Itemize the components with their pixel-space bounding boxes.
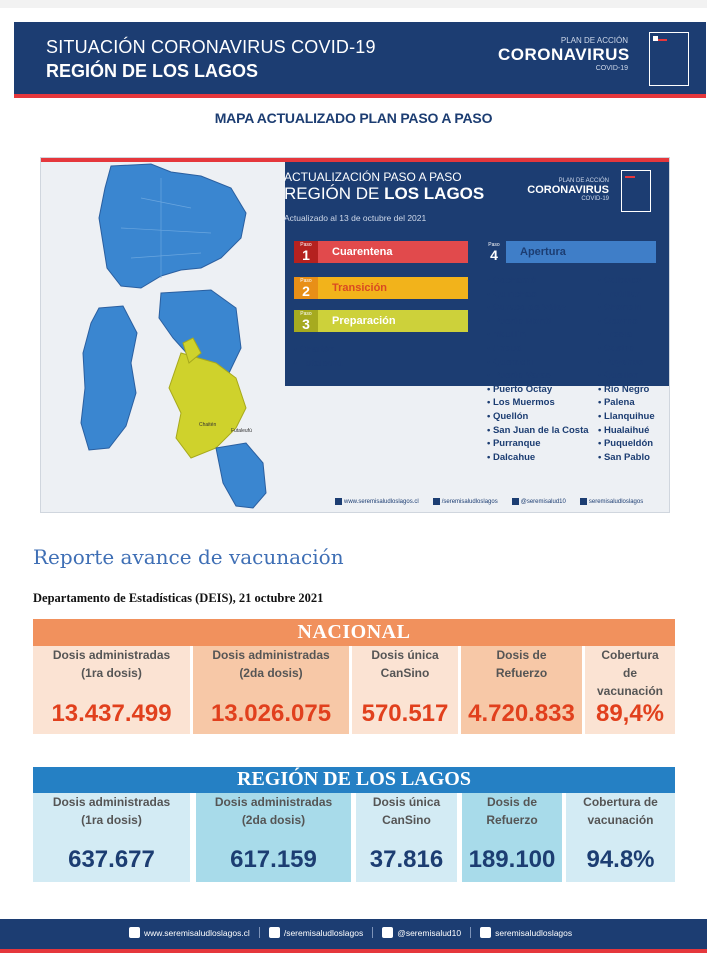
list-item: • Puyehue bbox=[598, 356, 655, 370]
header-red-bar bbox=[14, 94, 706, 98]
map-south-blue bbox=[216, 443, 266, 508]
nacional-cell-1ra-dosis: Dosis administradas (1ra dosis) 13.437.499 bbox=[33, 646, 190, 734]
list-item: • Dalcahue bbox=[487, 451, 589, 465]
brand-big: CORONAVIRUS bbox=[498, 45, 630, 64]
header-region: REGIÓN DE LOS LAGOS bbox=[46, 61, 259, 81]
twitter-icon bbox=[382, 927, 393, 938]
map-chiloe bbox=[81, 306, 137, 450]
list-item: • Fresia bbox=[598, 328, 655, 342]
list-item: • Queilen bbox=[598, 369, 655, 383]
region-band bbox=[33, 767, 675, 793]
nacional-value-cobertura: 89,4% bbox=[595, 700, 665, 727]
region-cell-1ra-dosis: Dosis administradas (1ra dosis) 637.677 bbox=[33, 793, 190, 882]
list-item: • Maullín bbox=[487, 328, 589, 342]
map-card-gov-logo bbox=[621, 170, 651, 212]
coronavirus-brand-logo bbox=[498, 36, 628, 72]
twitter-icon bbox=[512, 498, 519, 505]
region-map bbox=[41, 158, 286, 513]
instagram-icon bbox=[580, 498, 587, 505]
facebook-icon bbox=[269, 927, 280, 938]
list-item: • Castro bbox=[598, 342, 655, 356]
phase-transicion: Paso 2 Transición bbox=[294, 277, 468, 299]
nacional-cell-2da-dosis: Dosis administradas (2da dosis) 13.026.075 bbox=[193, 646, 349, 734]
list-item: • San Pablo bbox=[598, 451, 655, 465]
map-card-title2: REGIÓN DE LOS LAGOS bbox=[284, 184, 485, 203]
list-item: • Puqueldón bbox=[598, 437, 655, 451]
list-item: • Puerto Octay bbox=[487, 383, 589, 397]
region-label: REGIÓN DE LOS LAGOS bbox=[237, 768, 471, 790]
list-item: • Futaleufú bbox=[294, 357, 343, 371]
region-cell-cansino: Dosis única CanSino 37.816 bbox=[356, 793, 457, 882]
map-section-title: MAPA ACTUALIZADO PLAN PASO A PASO bbox=[214, 110, 493, 126]
header-title: SITUACIÓN CORONAVIRUS COVID-19 bbox=[46, 37, 376, 57]
list-item: • Río Negro bbox=[598, 383, 655, 397]
list-item: • Calbuco bbox=[598, 274, 655, 288]
government-logo bbox=[649, 32, 689, 86]
page-footer bbox=[0, 919, 707, 949]
list-item: • Quellón bbox=[487, 410, 589, 424]
vaccination-source: Departamento de Estadísticas (DEIS), 21 octubre 2021 bbox=[33, 591, 324, 605]
region-value-cansino: 37.816 bbox=[369, 846, 444, 873]
map-card-title1: ACTUALIZACIÓN PASO A PASO bbox=[284, 170, 462, 184]
web-icon bbox=[335, 498, 342, 505]
list-item: • Palena bbox=[598, 396, 655, 410]
map-north-blue bbox=[99, 164, 246, 288]
region-value-1ra-dosis: 637.677 bbox=[68, 846, 155, 873]
phase-apertura: Paso 4 Apertura bbox=[482, 241, 656, 263]
list-item: • Quinchao bbox=[487, 288, 589, 302]
footer-facebook[interactable]: /seremisaludloslagos bbox=[260, 927, 373, 938]
nacional-label: NACIONAL bbox=[297, 621, 411, 643]
list-item: • Chonchi bbox=[598, 301, 655, 315]
nacional-value-1ra-dosis: 13.437.499 bbox=[51, 700, 172, 727]
facebook-icon bbox=[433, 498, 440, 505]
map-card-updated: Actualizado al 13 de octubre del 2021 bbox=[284, 213, 427, 223]
phase-preparacion: Paso 3 Preparación bbox=[294, 310, 468, 332]
list-item: • Purranque bbox=[487, 437, 589, 451]
list-item: • Quemchi bbox=[487, 356, 589, 370]
list-item: • Llanquihue bbox=[598, 410, 655, 424]
list-item: • Osorno bbox=[598, 315, 655, 329]
phase-cuarentena: Paso 1 Cuarentena bbox=[294, 241, 468, 263]
list-item: • Frutillar bbox=[598, 288, 655, 302]
region-cell-2da-dosis: Dosis administradas (2da dosis) 617.159 bbox=[196, 793, 351, 882]
list-item: • Chaitén bbox=[294, 343, 343, 357]
list-item: • Hualaihué bbox=[598, 424, 655, 438]
map-label-chaiten: Chaitén bbox=[199, 422, 217, 428]
apertura-list-col1 bbox=[487, 274, 589, 464]
page-header bbox=[14, 22, 706, 98]
footer-instagram[interactable]: seremisaludloslagos bbox=[471, 927, 581, 938]
nacional-value-refuerzo: 4.720.833 bbox=[468, 700, 575, 727]
list-item: • Los Muermos bbox=[487, 396, 589, 410]
region-cell-cobertura: Cobertura de vacunación 94.8% bbox=[566, 793, 675, 882]
brand-sub: COVID-19 bbox=[595, 65, 628, 72]
region-value-cobertura: 94.8% bbox=[586, 846, 655, 873]
footer-twitter[interactable]: @seremisalud10 bbox=[373, 927, 471, 938]
list-item: • Ancud bbox=[487, 342, 589, 356]
region-value-2da-dosis: 617.159 bbox=[230, 846, 317, 873]
map-preparacion-yellow bbox=[169, 353, 246, 458]
nacional-value-cansino: 570.517 bbox=[361, 700, 449, 727]
instagram-icon bbox=[480, 927, 491, 938]
nacional-band bbox=[33, 619, 675, 646]
map-card-footer: www.seremisaludloslagos.cl /seremisaludloslagos @seremisalud10 seremisaludloslagos bbox=[335, 498, 643, 505]
apertura-list-col2 bbox=[598, 274, 655, 464]
list-item: • Puerto Varas bbox=[487, 369, 589, 383]
web-icon bbox=[129, 927, 140, 938]
vaccination-title: Reporte avance de vacunación bbox=[33, 545, 344, 569]
list-item: • Curaco de Vélez bbox=[487, 301, 589, 315]
map-card bbox=[40, 157, 670, 513]
region-cell-refuerzo: Dosis de Refuerzo 189.100 bbox=[462, 793, 562, 882]
region-value-refuerzo: 189.100 bbox=[468, 846, 556, 873]
nacional-cell-cansino: Dosis única CanSino 570.517 bbox=[352, 646, 458, 734]
preparacion-list bbox=[294, 343, 343, 370]
nacional-cell-refuerzo: Dosis de Refuerzo 4.720.833 bbox=[461, 646, 582, 734]
map-label-futaleufu: Futaleufú bbox=[231, 428, 252, 434]
brand-small: PLAN DE ACCIÓN bbox=[560, 36, 628, 45]
top-strip bbox=[0, 0, 707, 8]
map-card-brand: PLAN DE ACCIÓN CORONAVIRUS COVID-19 bbox=[527, 178, 609, 202]
list-item: • Puerto Montt bbox=[487, 315, 589, 329]
nacional-cell-cobertura: Cobertura de vacunación 89,4% bbox=[585, 646, 675, 734]
nacional-value-2da-dosis: 13.026.075 bbox=[210, 700, 332, 727]
footer-web[interactable]: www.seremisaludloslagos.cl bbox=[120, 927, 260, 938]
list-item: • San Juan de la Costa bbox=[487, 424, 589, 438]
list-item: • Cochamó bbox=[487, 274, 589, 288]
